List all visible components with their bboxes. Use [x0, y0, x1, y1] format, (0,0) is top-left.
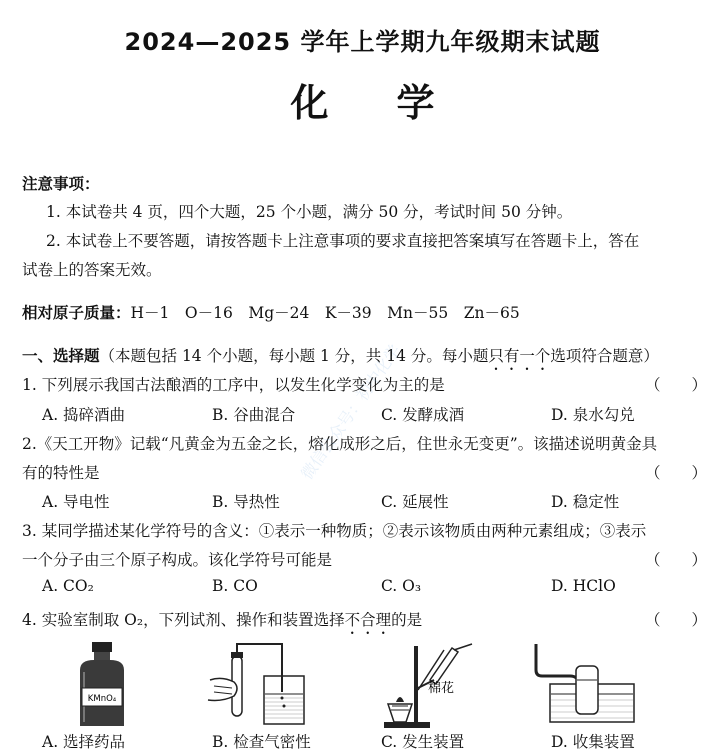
section-1-emphasis: 只有一个 — [488, 347, 551, 365]
q2-stem: 2.《天工开物》记载“凡黄金为五金之长，熔化成形之后，住世永无变更”。该描述说明黄金具 — [22, 435, 658, 453]
q2-answer-paren: （ ） — [644, 464, 707, 482]
notes-heading: 注意事项： — [22, 175, 100, 193]
q4-option-b: B. 检查气密性 — [212, 733, 311, 751]
q4-stem-emphasis: 不合理 — [344, 611, 392, 629]
q2-option-d: D. 稳定性 — [551, 493, 620, 511]
q2-option-c: C. 延展性 — [381, 493, 449, 511]
section-1-heading — [22, 344, 659, 374]
section-1-title: 一、选择题 — [22, 347, 100, 365]
notes-item-2-cont: 试卷上的答案无效。 — [22, 261, 162, 279]
section-1-desc-a: （本题包括 14 个小题，每小题 1 分，共 14 分。每小题 — [99, 347, 489, 365]
q4-stem-a: 4. 实验室制取 O₂，下列试剂、操作和装置选择 — [22, 611, 345, 629]
watermark: 微信公众号：初中化学 — [297, 341, 405, 484]
subject-char-1: 化 — [290, 81, 329, 125]
q3-stem-cont: 一个分子由三个原子构成。该化学符号可能是 — [22, 551, 333, 569]
q1-option-a: A. 捣碎酒曲 — [42, 406, 126, 424]
q4-stem — [22, 608, 422, 638]
q3-answer-paren: （ ） — [644, 551, 707, 569]
q3-option-b: B. CO — [212, 577, 258, 595]
q4-option-c: C. 发生装置 — [381, 733, 465, 751]
section-1-desc-b: 选项符合题意） — [550, 347, 659, 365]
cotton-label: 棉花 — [428, 681, 455, 696]
q4-stem-b: 的是 — [391, 611, 423, 629]
q3-option-a: A. CO₂ — [42, 577, 94, 595]
reagent-bottle-figure — [72, 640, 132, 730]
atomic-mass-values: H－1 O－16 Mg－24 K－39 Mn－55 Zn－65 — [130, 304, 520, 322]
atomic-mass-line — [22, 301, 520, 323]
q3-option-c: C. O₃ — [381, 577, 422, 595]
q2-option-a: A. 导电性 — [42, 493, 110, 511]
collection-setup-figure — [530, 640, 640, 730]
q1-stem: 1. 下列展示我国古法酿酒的工序中，以发生化学变化为主的是 — [22, 376, 445, 394]
airtightness-figure — [200, 640, 310, 730]
q2-option-b: B. 导热性 — [212, 493, 280, 511]
q1-option-c: C. 发酵成酒 — [381, 406, 465, 424]
bottle-label: KMnO₄ — [87, 694, 117, 704]
subject-title — [0, 72, 725, 127]
notes-item-2: 2. 本试卷上不要答题，请按答题卡上注意事项的要求直接把答案填写在答题卡上，答在 — [46, 232, 640, 250]
q1-answer-paren: （ ） — [644, 376, 707, 394]
q2-stem-cont: 有的特性是 — [22, 464, 100, 482]
q1-option-b: B. 谷曲混合 — [212, 406, 296, 424]
q4-option-d: D. 收集装置 — [551, 733, 635, 751]
exam-title: 2024—2025 学年上学期九年级期末试题 — [124, 28, 601, 56]
atomic-mass-label: 相对原子质量： — [22, 304, 131, 322]
q3-option-d: D. HClO — [551, 577, 616, 595]
q1-option-d: D. 泉水勾兑 — [551, 406, 635, 424]
generator-setup-figure — [378, 640, 488, 730]
subject-char-2: 学 — [396, 81, 435, 125]
q3-stem: 3. 某同学描述某化学符号的含义：①表示一种物质；②表示该物质由两种元素组成；③表示 — [22, 522, 647, 540]
notes-item-1: 1. 本试卷共 4 页，四个大题，25 个小题，满分 50 分，考试时间 50 分钟。 — [46, 203, 573, 221]
q4-answer-paren: （ ） — [644, 611, 707, 629]
q4-option-a: A. 选择药品 — [42, 733, 126, 751]
